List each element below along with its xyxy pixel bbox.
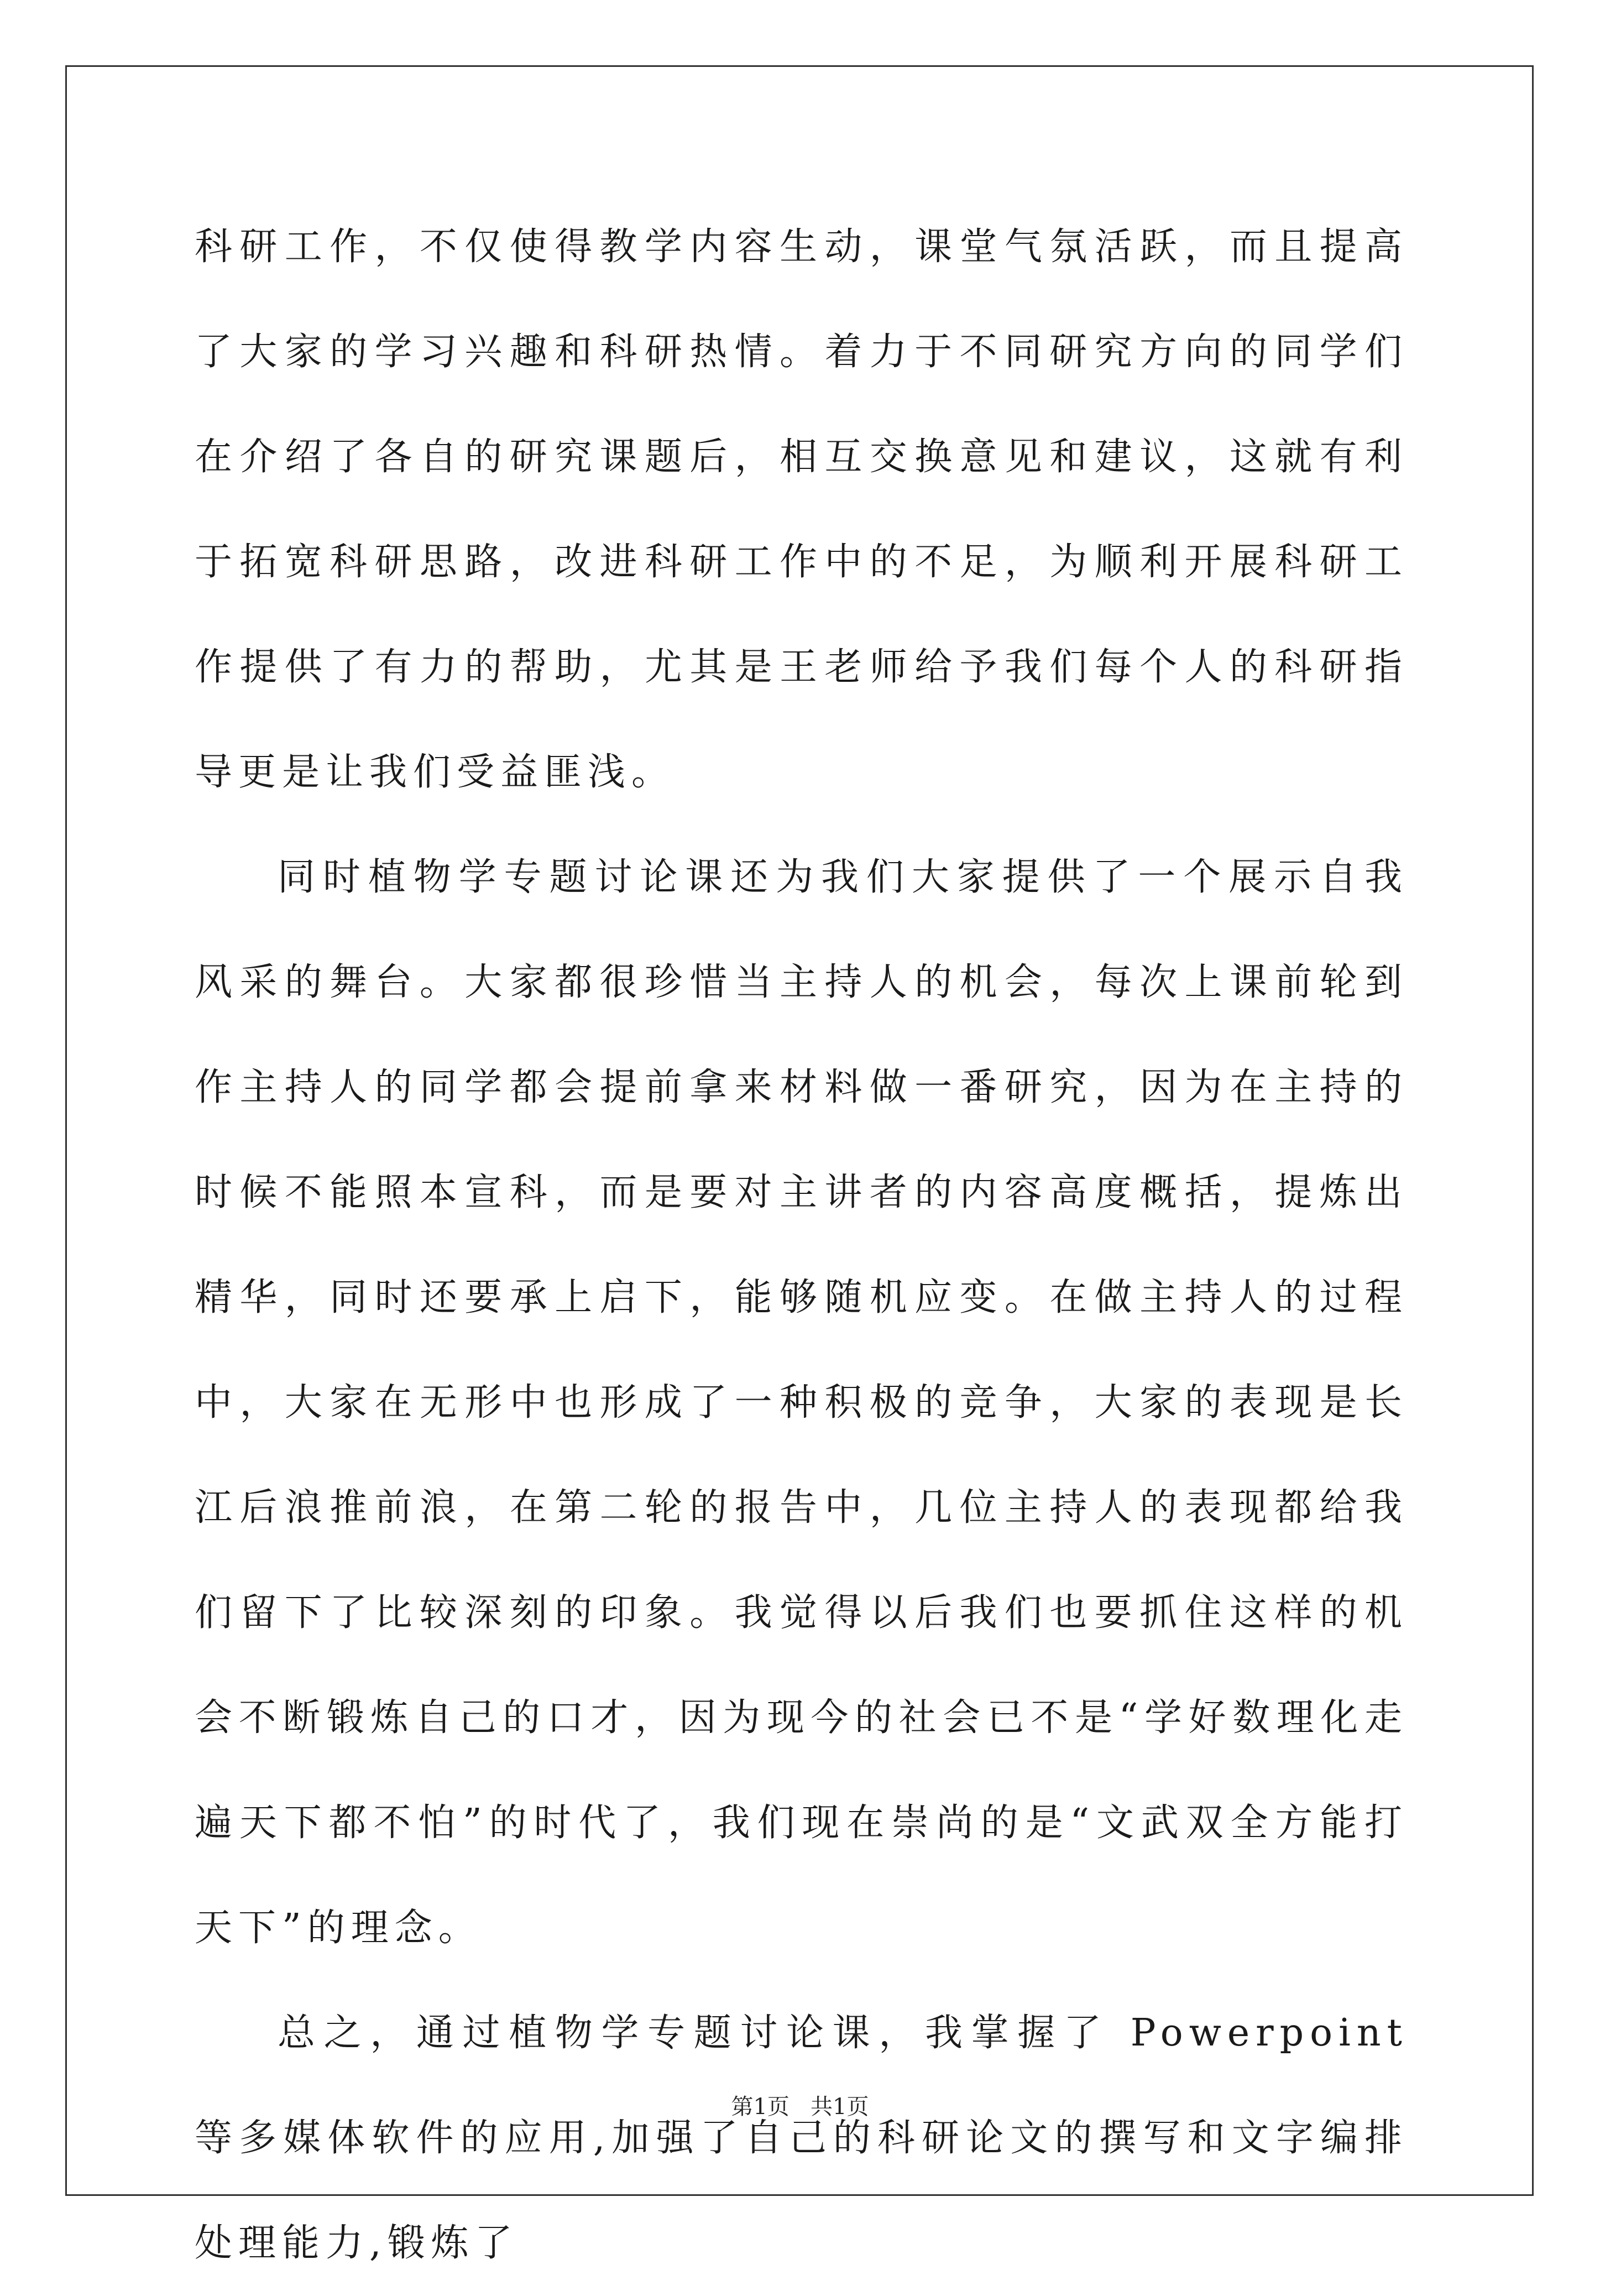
page-footer: 第1页 共1页 xyxy=(731,2094,869,2120)
document-body xyxy=(195,195,1408,2296)
paragraph-3: 总之，通过植物学专题讨论课，我掌握了 Powerpoint 等多媒体软件的应用,加强了自己的科研论文的撰写和文字编排处理能力,锻炼了 xyxy=(195,2011,1408,2265)
paragraph-2: 同时植物学专题讨论课还为我们大家提供了一个展示自我风采的舞台。大家都很珍惜当主持人的机会，每次上课前轮到作主持人的同学都会提前拿来材料做一番研究，因为在主持的时候不能照本宣科，而是要对主讲者的内容高度概括，提炼出精华，同时还要承上启下，能够随机应变。在做主持人的过程中，大家在无形中也形成了一种积极的竞争，大家的表现是长江后浪推前浪，在第二轮的报告中，几位主持人的表现都给我们留下了比较深刻的印象。我觉得以后我们也要抓住这样的机会不断锻炼自己的口才，因为现今的社会已不是“学好数理化走遍天下都不怕”的时代了，我们现在崇尚的是“文武双全方能打天下”的理念。 xyxy=(195,855,1408,1950)
paragraph-1: 科研工作，不仅使得教学内容生动，课堂气氛活跃，而且提高了大家的学习兴趣和科研热情。着力于不同研究方向的同学们在介绍了各自的研究课题后，相互交换意见和建议，这就有利于拓宽科研思路，改进科研工作中的不足，为顺利开展科研工作提供了有力的帮助，尤其是王老师给予我们每个人的科研指导更是让我们受益匪浅。 xyxy=(195,225,1408,794)
